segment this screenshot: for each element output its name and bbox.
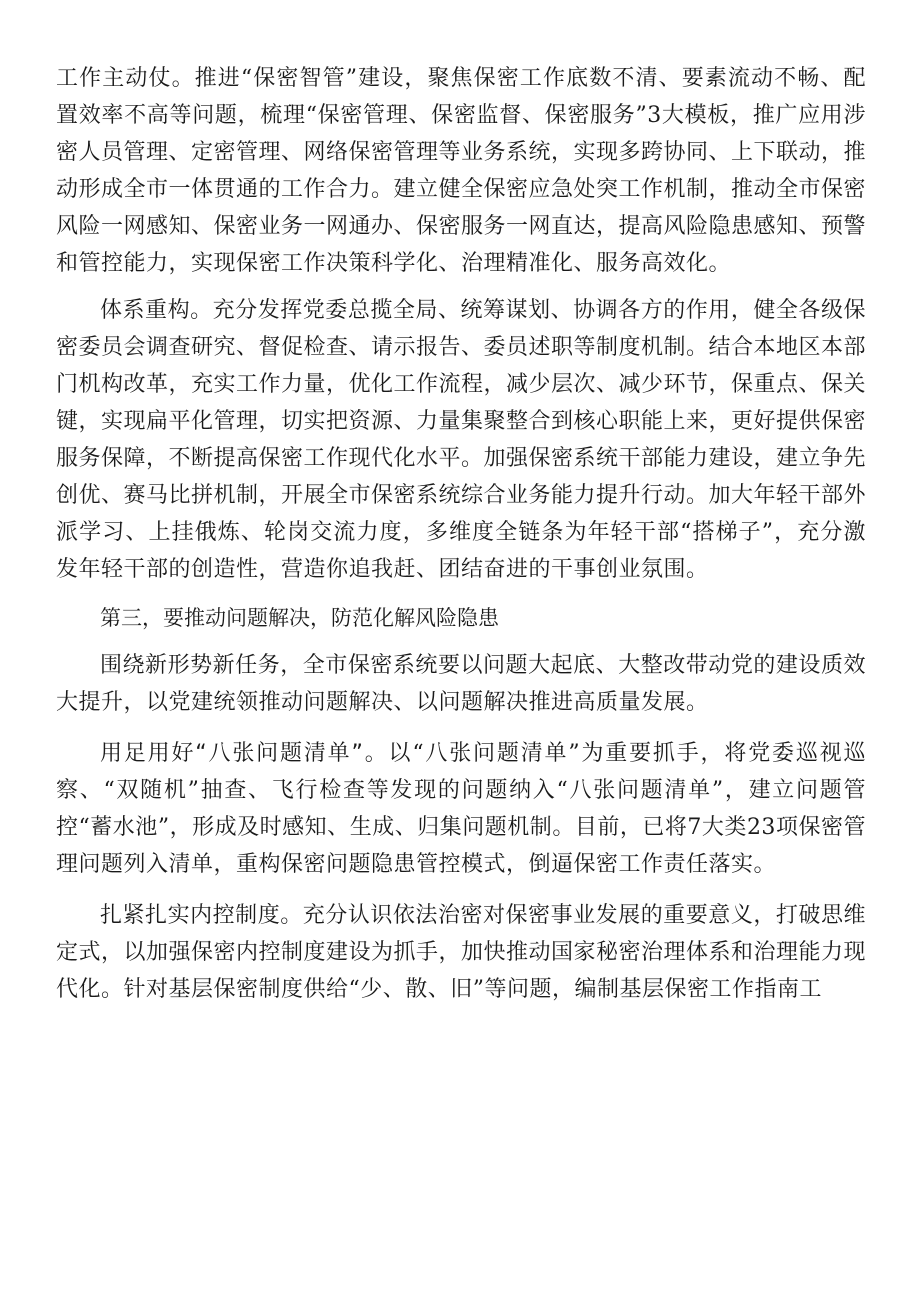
- paragraph-5-lead: 扎紧扎实内控制度。: [100, 903, 303, 928]
- paragraph-3: 围绕新形势新任务，全市保密系统要以问题大起底、大整改带动党的建设质效大提升，以党建统领推动问题解决、以问题解决推进高质量发展。: [56, 653, 866, 715]
- paragraph-1: 工作主动仗。推进“保密智管”建设，聚焦保密工作底数不清、要素流动不畅、配置效率不高等问题，梳理“保密管理、保密监督、保密服务”3大模板，推广应用涉密人员管理、定密管理、网络保密管理等业务系统，实现多跨协同、上下联动，推动形成全市一体贯通的工作合力。建立健全保密应急处突工作机制，推动全市保密风险一网感知、保密业务一网通办、保密服务一网直达，提高风险隐患感知、预警和管控能力，实现保密工作决策科学化、治理精准化、服务高效化。: [56, 66, 867, 276]
- paragraph-2-body: 充分发挥党委总揽全局、统筹谋划、协调各方的作用，健全各级保密委员会调查研究、督促检查、请示报告、委员述职等制度机制。结合本地区本部门机构改革，充实工作力量，优化工作流程，减少层次、减少环节，保重点、保关键，实现扁平化管理，切实把资源、力量集聚整合到核心职能上来，更好提供保密服务保障，不断提高保密工作现代化水平。加强保密系统干部能力建设，建立争先创优、赛马比拼机制，开展全市保密系统综合业务能力提升行动。加大年轻干部外派学习、上挂俄炼、轮岗交流力度，多维度全链条为年轻干部“搭梯子”，充分激发年轻干部的创造性，营造你追我赶、团结奋进的干事创业氛围。: [56, 298, 867, 582]
- paragraph-4-lead: 用足用好“八张问题清单”。: [100, 741, 389, 766]
- paragraph-2-lead: 体系重构。: [100, 298, 213, 323]
- paragraph-5-body: 充分认识依法治密对保密事业发展的重要意义，打破思维定式，以加强保密内控制度建设为抓手，加快推动国家秘密治理体系和治理能力现代化。针对基层保密制度供给“少、散、旧”等问题，编制基层保密工作指南工: [56, 903, 867, 1002]
- section-heading-3: 第三，要推动问题解决，防范化解风险隐患: [100, 606, 499, 630]
- paragraph-4-body: 以“八张问题清单”为重要抓手，将党委巡视巡察、“双随机”抽查、飞行检查等发现的问题纳入“八张问题清单”，建立问题管控“蓄水池”，形成及时感知、生成、归集问题机制。目前，已将7大类23项保密管理问题列入清单，重构保密问题隐患管控模式，倒逼保密工作责任落实。: [56, 741, 866, 877]
- paragraph-2: [56, 292, 866, 588]
- paragraph-5: [56, 897, 866, 1008]
- paragraph-4: [56, 735, 866, 883]
- document-page: [56, 60, 866, 1008]
